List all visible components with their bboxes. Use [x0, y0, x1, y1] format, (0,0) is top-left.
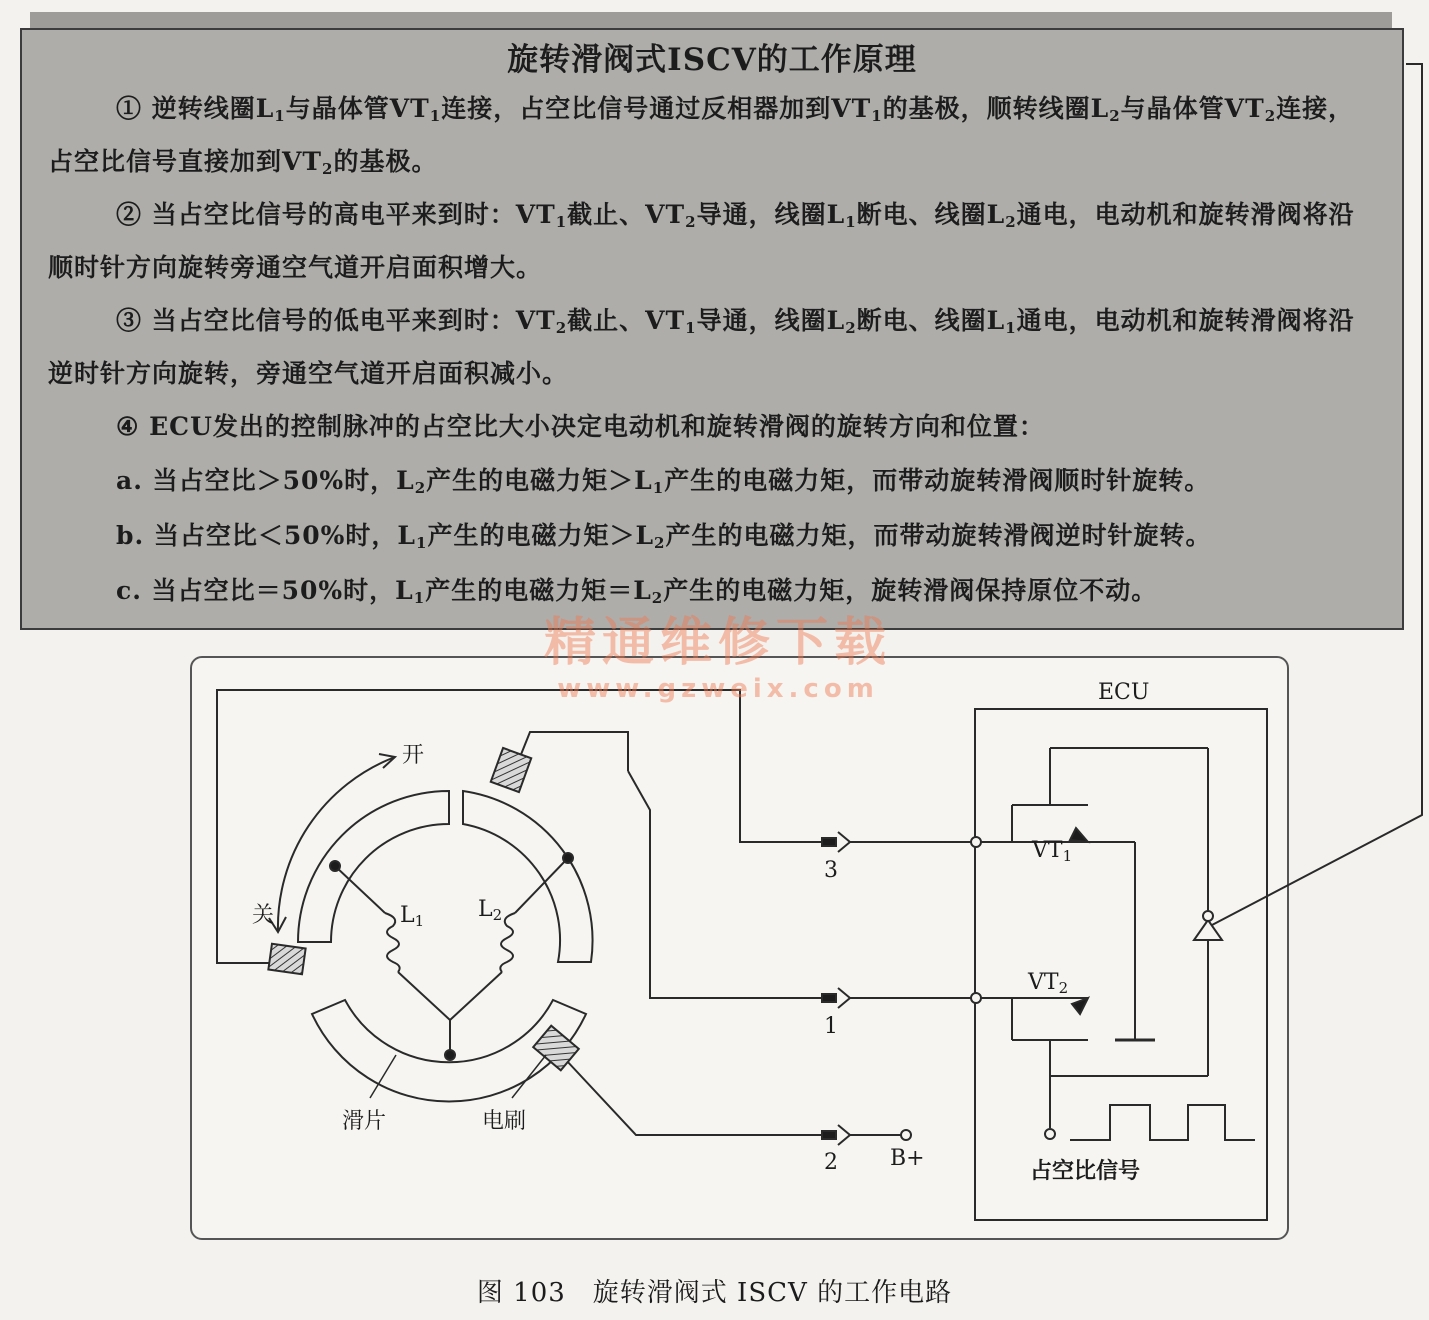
- vt2-label: $VT_2$: [1028, 970, 1069, 997]
- callout-line: [1212, 64, 1422, 925]
- l2-wire-bottom: [450, 972, 502, 1020]
- duty-waveform: [1070, 1105, 1255, 1140]
- pin-2-label: 2: [824, 1150, 838, 1175]
- wire-to-1: [628, 771, 822, 998]
- connector-1: [838, 988, 850, 1008]
- vt1-label: $VT_1$: [1032, 838, 1073, 865]
- connector-2: [838, 1125, 850, 1145]
- l2-wire-top: [515, 858, 568, 913]
- l1-label: $L_1$: [400, 903, 425, 930]
- case-b: b. 当占空比＜50%时，$L_1$产生的电磁力矩$>L_2$产生的电磁力矩，而带动旋转滑阀逆时针旋转。: [116, 521, 1212, 552]
- slider-segment-upper-right: [463, 791, 593, 962]
- pin-1-label: 1: [824, 1014, 838, 1039]
- pin-3-label: 3: [824, 858, 838, 883]
- paragraph-2: ② 当占空比信号的高电平来到时：$VT_1$截止、$VT_2$导通，线圈$L_1$断电、线圈$L_2$通电，电动机和旋转滑阀将沿顺时针方向旋转旁通空气道开启面积增大。: [48, 200, 1355, 282]
- brush-leader: [512, 1055, 546, 1098]
- figure-caption: 图 103 旋转滑阀式 ISCV 的工作电路: [476, 1278, 953, 1308]
- l2-coil: [500, 913, 515, 972]
- slider-label: 滑片: [342, 1109, 387, 1134]
- l2-label: $L_2$: [478, 897, 503, 924]
- close-label: 关: [252, 903, 275, 928]
- ecu-box: [975, 709, 1267, 1220]
- vt1-emitter-arrow: [1070, 828, 1088, 842]
- b-plus-label: B+: [890, 1146, 925, 1171]
- vt2-emitter-arrow: [1072, 998, 1088, 1014]
- open-label: 开: [402, 743, 425, 768]
- brush-top: [491, 748, 532, 792]
- panel-title: 旋转滑阀式ISCV的工作原理: [507, 42, 917, 78]
- case-a: a. 当占空比＞50%时，$L_2$产生的电磁力矩$>L_1$产生的电磁力矩，而带动旋转滑阀顺时针旋转。: [116, 466, 1211, 497]
- case-c: c. 当占空比＝50%时，$L_1$产生的电磁力矩$=L_2$产生的电磁力矩，旋转滑阀保持原位不动。: [116, 576, 1158, 607]
- slider-segment-upper-left: [298, 791, 449, 942]
- ecu-label: ECU: [1098, 680, 1150, 705]
- watermark: [538, 610, 898, 702]
- wire-top-brush: [520, 732, 628, 771]
- connector-3: [838, 832, 850, 852]
- l1-wire-bottom: [398, 972, 450, 1020]
- brush-label: 电刷: [482, 1109, 527, 1134]
- paragraph-3: ③ 当占空比信号的低电平来到时：$VT_2$截止、$VT_1$导通，线圈$L_2$断电、线圈$L_1$通电，电动机和旋转滑阀将沿逆时针方向旋转，旁通空气道开启面积减小。: [48, 306, 1355, 388]
- watermark-name: 精通维修下载: [543, 613, 892, 673]
- paragraph-4: ④ ECU发出的控制脉冲的占空比大小决定电动机和旋转滑阀的旋转方向和位置：: [116, 412, 1045, 441]
- wire-bottom-brush-to-2: [566, 1060, 822, 1135]
- watermark-url: www.gzweix.com: [557, 674, 879, 704]
- duty-signal-label: 占空比信号: [1030, 1159, 1141, 1184]
- paragraph-1: ① 逆转线圈$L_1$与晶体管$VT_1$连接，占空比信号通过反相器加到$VT_1$的基极，顺转线圈$L_2$与晶体管$VT_2$连接，占空比信号直接加到$VT_2$的基极。: [48, 94, 1355, 178]
- brush-left: [268, 944, 305, 974]
- l1-coil: [385, 913, 400, 972]
